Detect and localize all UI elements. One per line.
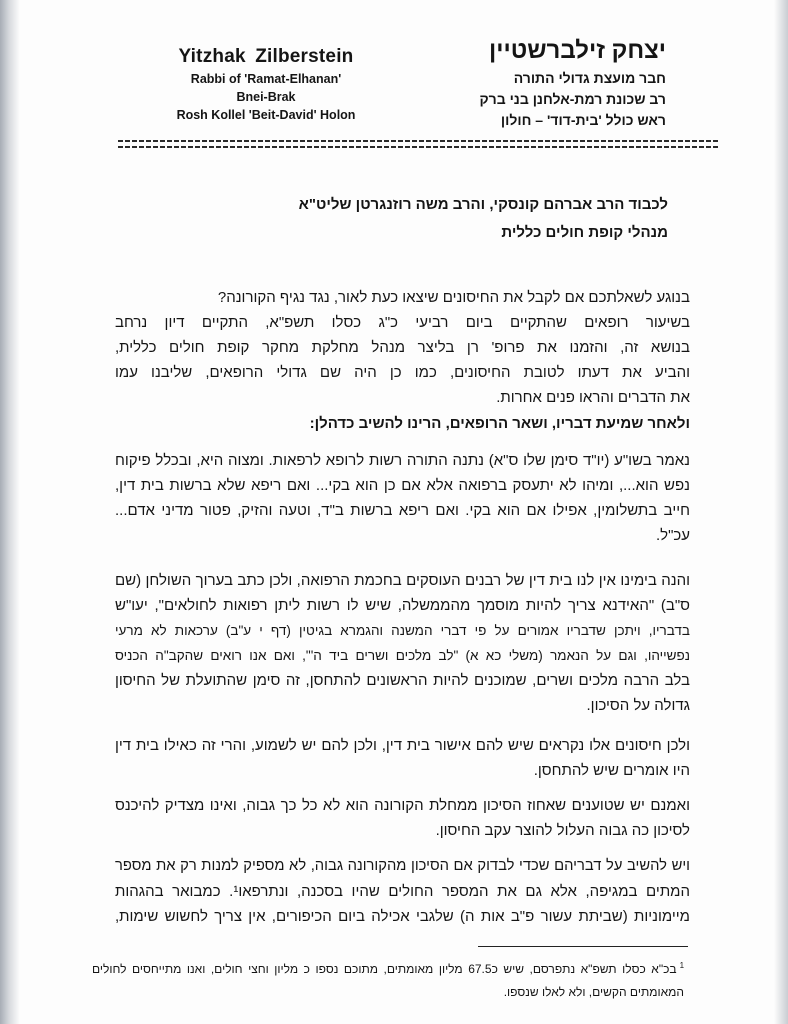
- text-line: ולכן חיסונים אלו נקראים שיש להם אישור בית דין, ולכן להם יש לשמוע, והרי זה כאילו בית דין: [115, 737, 690, 754]
- footnote: [92, 954, 684, 1004]
- scan-edge-shadow-left: [0, 0, 20, 1024]
- text-line: בלב הרבה מלכים ושרים, שמוכנים להיות הראשונים להתחסן, זה סימן שהתועלת של החיסון: [115, 672, 690, 689]
- text-line: מיימוניות (שביתת עשור פ"ב אות ה) שלגבי אכילה ביום הכיפורים, אין צריך לחשוש שימות,: [115, 908, 690, 925]
- text-line: נאמר בשו"ע (יו"ד סימן שלו ס"א) נתנה התורה רשות לרופא לרפאות. ומצוה היא, ובכלל פיקוח: [115, 452, 690, 469]
- text-line: את הדברים והראו פנים אחרות.: [496, 389, 690, 406]
- text-line: ולאחר שמיעת דבריו, ושאר הרופאים, הרינו להשיב כדהלן:: [309, 415, 690, 432]
- text-line: חייב בתשלומין, אפילו אם הוא בקי. ואם ריפא ברשות ב"ד, וטעה והזיק, פטור מדיני אדם...: [115, 502, 690, 519]
- text-line: בנושא זה, והזמנו את פרופ' רן בליצר מנהל מחלקת מחקר קופת חולים כללית,: [115, 339, 690, 356]
- text-line: המתים במגיפה, אלא גם את המספר החולים שהיו בסכנה, ונתרפאו¹. כמבואר בהגהות: [115, 883, 690, 900]
- letterhead-divider: [118, 146, 718, 148]
- paragraph: [115, 568, 690, 718]
- text-line: גדולה על הסיכון.: [586, 697, 690, 714]
- text-line: והביע את דעתו לטובת החיסונים, כמו כן היה שם גדולי הרופאים, שליבנו עמו: [115, 364, 690, 381]
- footnote-marker: 1: [679, 961, 684, 970]
- text-line: עכ"ל.: [655, 527, 690, 544]
- section-heading: [115, 411, 690, 436]
- text-line: ויש להשיב על דבריהם שכדי לבדוק אם הסיכון מהקורונה גבוה, לא מספיק למנות רק את מספר: [115, 858, 690, 874]
- rabbi-name-hebrew: יצחק זילברשטיין: [488, 37, 666, 64]
- letterhead-hebrew: [406, 34, 666, 131]
- text-line: נפש הוא..., ומיהו לא יתעסק ברפואה אלא אם כן הוא בקי... ואם ריפא שלא ברשות בית דין,: [115, 477, 690, 494]
- text-line: בנוגע לשאלתכם אם לקבל את החיסונים שיצאו כעת לאור, נגד נגיף הקורונה?: [217, 289, 690, 306]
- title-line-english: Bnei-Brak: [236, 90, 296, 104]
- text-line: לכבוד הרב אברהם קונסקי, והרב משה רוזנגרטן שליט"א: [298, 196, 668, 213]
- title-line-hebrew: ראש כולל 'בית-דוד' – חולון: [500, 112, 666, 128]
- title-line-hebrew: חבר מועצת גדולי התורה: [513, 70, 666, 86]
- letterhead-english: [148, 44, 384, 124]
- question-paragraph: [115, 285, 690, 310]
- salutation: [120, 191, 668, 247]
- text-line: והנה בימינו אין לנו בית דין של רבנים העוסקים בחכמת הרפואה, ולכן כתב בערוך השולחן (שם: [115, 572, 690, 589]
- text-line: לסיכון כה גבוה העלול להוצר עקב החיסון.: [435, 822, 690, 839]
- text-line: מנהלי קופת חולים כללית: [501, 224, 668, 241]
- text-line: בשיעור רופאים שהתקיים ביום רביעי כ"ג כסלו תשפ"א, התקיים דיון נרחב: [115, 314, 690, 331]
- paragraph: [115, 733, 690, 783]
- title-line-hebrew: רב שכונת רמת-אלחנן בני ברק: [479, 91, 666, 107]
- paragraph: [115, 448, 690, 548]
- rabbi-name-english: Yitzhak Zilberstein: [178, 46, 354, 67]
- text-line: היו אומרים שיש להתחסן.: [533, 762, 690, 779]
- paragraph: [115, 854, 690, 929]
- letterhead-divider: [118, 140, 718, 142]
- footnote-rule: [478, 946, 688, 947]
- text-line: ס"ב) "האידנא צריך להיות מוסמך מהממשלה, שיש לו רשות ליתן רפואות לחולאים", יעו"ש: [115, 597, 690, 614]
- text-line: נפשייהו, וגם על הנאמר (משלי כא א) "לב מלכים ושרים ביד ה'", ואם אנו רואים שהקב"ה הכניס: [115, 648, 690, 663]
- paragraph: [115, 793, 690, 843]
- footnote-line: המאומתים הקשים, ולא לאלו שנספו.: [503, 985, 684, 999]
- title-line-english: Rosh Kollel 'Beit-David' Holon: [176, 108, 356, 122]
- text-line: ואמנם יש שטוענים שאחוז הסיכון ממחלת הקורונה הוא לא כל כך גבוה, ואינו מצדיק להיכנס: [115, 797, 690, 814]
- text-line: בדבריו, ויתכן שדבריו אמורים על פי דברי המשנה והגמרא בגיטין (דף י ע"ב) ערכאות לא מרעי: [115, 623, 690, 638]
- footnote-text: בכ"א כסלו תשפ"א נתפרסם, שיש כ67.5 מליון מאומתים, מתוכם נספו כ מליון וחצי חולים, ואנו מתייחסים לחולים: [92, 962, 677, 976]
- title-line-english: Rabbi of 'Ramat-Elhanan': [190, 72, 342, 86]
- scan-edge-shadow-right: [774, 0, 788, 1024]
- intro-paragraph: [115, 310, 690, 410]
- footnote-line: [92, 954, 684, 981]
